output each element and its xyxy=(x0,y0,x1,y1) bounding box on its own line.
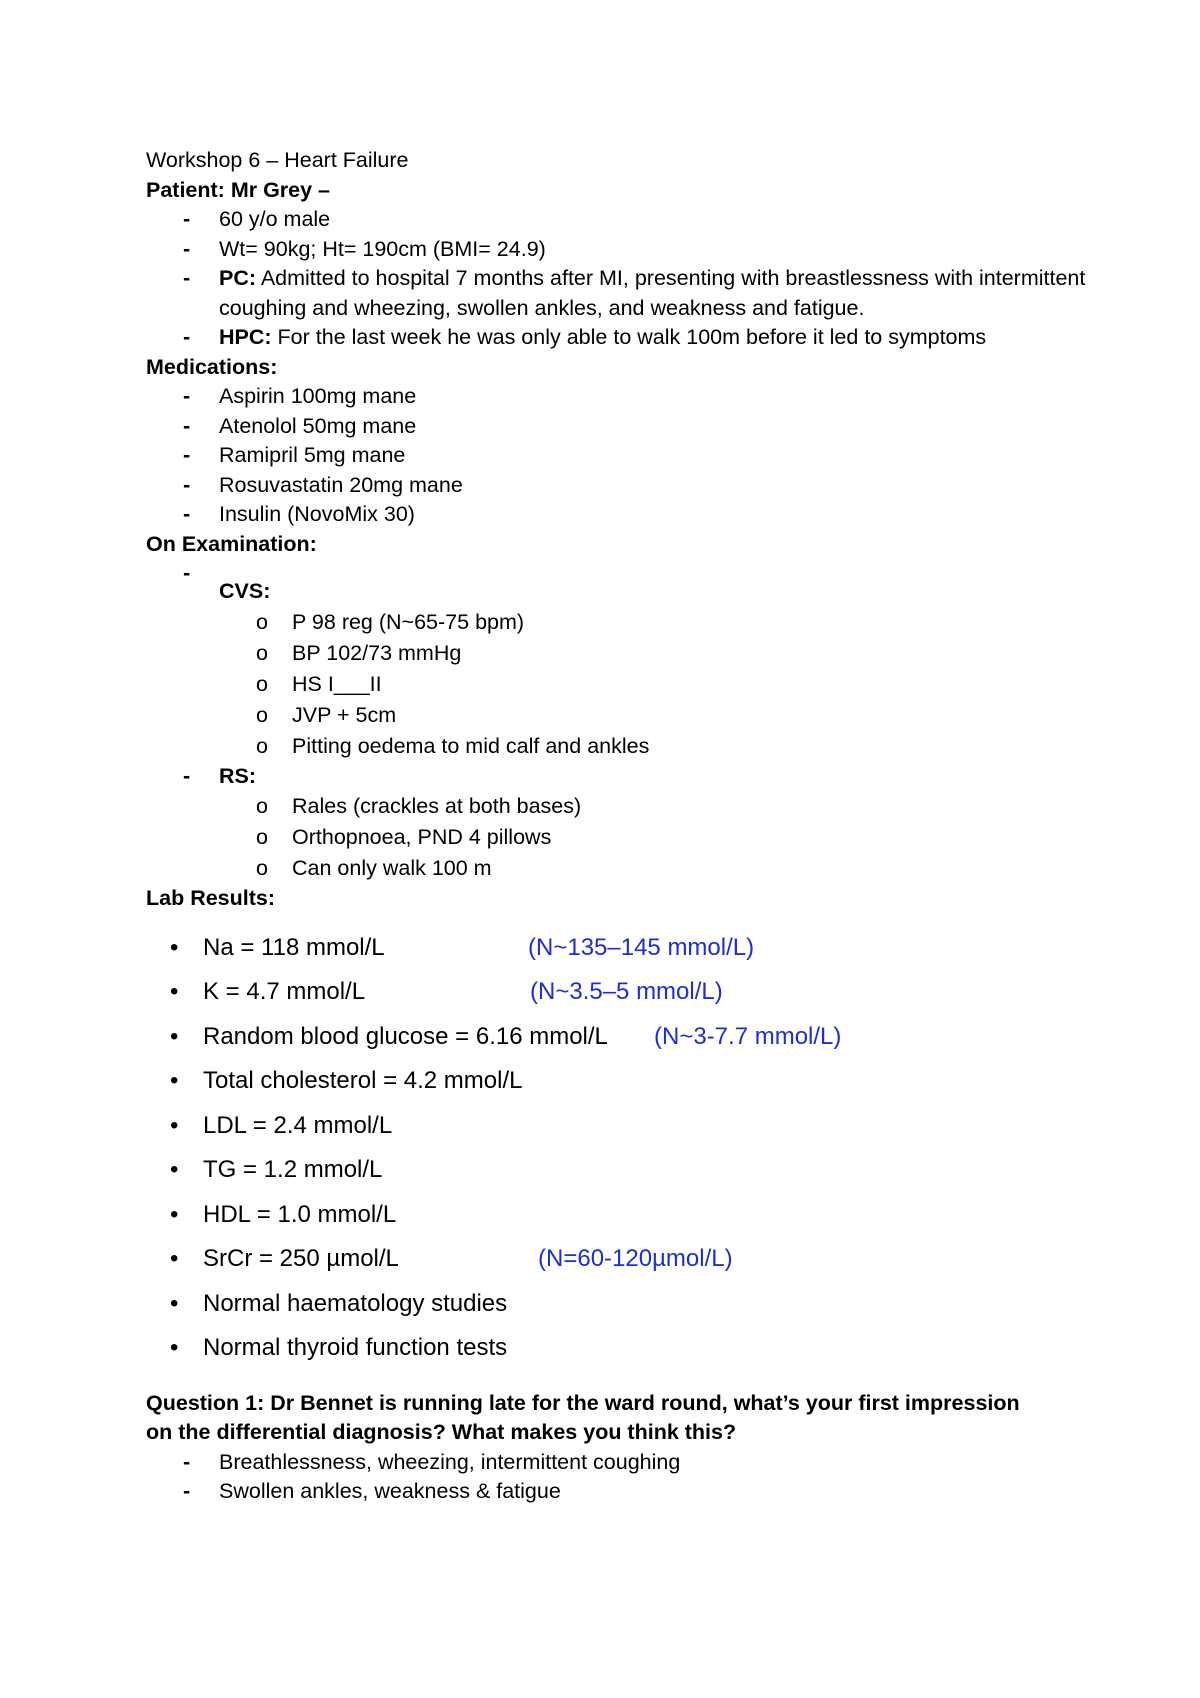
medication-item: - Ramipril 5mg mane xyxy=(146,441,1106,471)
rs-label: - RS: xyxy=(146,762,1106,792)
patient-presenting-complaint xyxy=(146,264,1099,323)
lab-result-cholesterol: • Total cholesterol = 4.2 mmol/L xyxy=(146,1059,1106,1104)
hpc-label: HPC: xyxy=(219,325,272,349)
cvs-finding: o P 98 reg (N~65-75 bpm) xyxy=(146,607,1106,638)
patient-weight-height: - Wt= 90kg; Ht= 190cm (BMI= 24.9) xyxy=(146,235,1106,265)
patient-history-presenting-complaint xyxy=(146,323,1106,353)
cvs-finding: o HS I___II xyxy=(146,669,1106,700)
pc-label: PC: xyxy=(219,266,257,290)
lab-results-heading: Lab Results: xyxy=(146,886,276,910)
normal-range: (N~3-7.7 mmol/L) xyxy=(654,1022,842,1050)
cvs-findings-list xyxy=(146,607,1106,762)
lab-result-haematology: • Normal haematology studies xyxy=(146,1282,1106,1327)
question-1-answers xyxy=(146,1448,1106,1507)
medication-item: - Insulin (NovoMix 30) xyxy=(146,500,1106,530)
lab-results-list xyxy=(146,926,1106,1371)
rs-finding: o Orthopnoea, PND 4 pillows xyxy=(146,822,1106,853)
normal-range: (N~135–145 mmol/L) xyxy=(528,933,755,961)
pc-text: Admitted to hospital 7 months after MI, presenting with breastlessness with intermittent coughing and wheezing, swollen ankles, and weakness and fatigue. xyxy=(219,266,1086,320)
patient-heading: Patient: Mr Grey – xyxy=(146,177,330,202)
lab-result-thyroid: • Normal thyroid function tests xyxy=(146,1326,1106,1371)
normal-range: (N~3.5–5 mmol/L) xyxy=(530,978,723,1005)
examination-list xyxy=(146,559,1106,607)
patient-age: - 60 y/o male xyxy=(146,205,1106,235)
medication-item: - Rosuvastatin 20mg mane xyxy=(146,471,1106,501)
lab-result-ldl: • LDL = 2.4 mmol/L xyxy=(146,1104,1106,1149)
spacer xyxy=(146,1371,1106,1389)
document-page xyxy=(146,146,1106,1507)
medications-list xyxy=(146,382,1106,530)
cvs-finding: o JVP + 5cm xyxy=(146,700,1106,731)
answer-item: - Swollen ankles, weakness & fatigue xyxy=(146,1477,1106,1507)
normal-range: (N=60-120µmol/L) xyxy=(538,1245,733,1272)
lab-result-creatinine: • SrCr = 250 µmol/L (N=60-120µmol/L) xyxy=(146,1237,1106,1282)
lab-result-tg: • TG = 1.2 mmol/L xyxy=(146,1148,1106,1193)
cvs-finding: o Pitting oedema to mid calf and ankles xyxy=(146,731,1106,762)
question-1: Question 1: Dr Bennet is running late for the ward round, what’s your first impression on the differential diagnosis? What makes you think this? xyxy=(146,1390,1020,1444)
patient-details-list xyxy=(146,205,1106,353)
rs-findings-list xyxy=(146,791,1106,884)
medications-heading: Medications: xyxy=(146,354,278,379)
rs-list xyxy=(146,762,1106,792)
rs-finding: o Can only walk 100 m xyxy=(146,853,1106,884)
lab-result-glucose: • Random blood glucose = 6.16 mmol/L (N~3-7.7 mmol/L) xyxy=(146,1015,1106,1060)
answer-item: - Breathlessness, wheezing, intermittent coughing xyxy=(146,1448,1106,1478)
rs-finding: o Rales (crackles at both bases) xyxy=(146,791,1106,822)
document-title: Workshop 6 – Heart Failure xyxy=(146,148,409,172)
hpc-text: For the last week he was only able to walk 100m before it led to symptoms xyxy=(271,325,987,349)
cvs-finding: o BP 102/73 mmHg xyxy=(146,638,1106,669)
lab-result-potassium: • K = 4.7 mmol/L (N~3.5–5 mmol/L) xyxy=(146,970,1106,1015)
medication-item: - Atenolol 50mg mane xyxy=(146,412,1106,442)
lab-result-hdl: • HDL = 1.0 mmol/L xyxy=(146,1193,1106,1238)
lab-result-sodium: • Na = 118 mmol/L (N~135–145 mmol/L) xyxy=(146,926,1106,971)
cvs-label: - CVS: xyxy=(146,559,1106,607)
medication-item: - Aspirin 100mg mane xyxy=(146,382,1106,412)
examination-heading: On Examination: xyxy=(146,531,317,556)
